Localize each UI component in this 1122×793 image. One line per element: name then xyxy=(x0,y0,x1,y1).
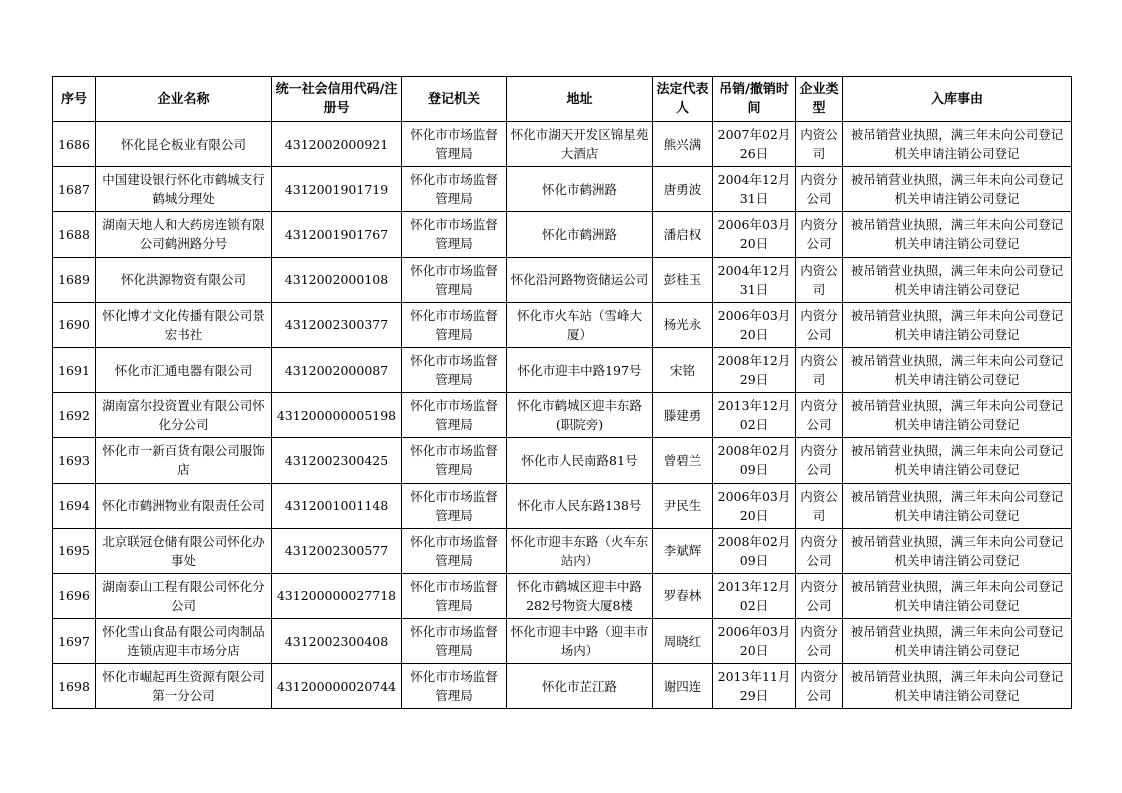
cell-registration-authority: 怀化市市场监督管理局 xyxy=(402,664,507,709)
cell-seq: 1686 xyxy=(53,122,96,167)
cell-company-name: 怀化昆仑板业有限公司 xyxy=(96,122,272,167)
cell-company-name: 怀化市鹤洲物业有限责任公司 xyxy=(96,483,272,528)
cell-credit-code: 4312002300577 xyxy=(272,528,402,573)
cell-company-name: 怀化市汇通电器有限公司 xyxy=(96,347,272,392)
cell-reason: 被吊销营业执照，满三年未向公司登记机关申请注销公司登记 xyxy=(843,122,1072,167)
table-header-row xyxy=(53,77,1072,122)
cell-reason: 被吊销营业执照，满三年未向公司登记机关申请注销公司登记 xyxy=(843,257,1072,302)
cell-legal-rep: 唐勇波 xyxy=(653,167,713,212)
cell-address: 怀化市鹤城区迎丰中路282号物资大厦8楼 xyxy=(507,573,653,618)
cell-legal-rep: 宋铭 xyxy=(653,347,713,392)
header-credit-code: 统一社会信用代码/注册号 xyxy=(272,77,402,122)
cell-registration-authority: 怀化市市场监督管理局 xyxy=(402,122,507,167)
table-row xyxy=(53,528,1072,573)
cell-company-type: 内资分公司 xyxy=(796,393,843,438)
cell-credit-code: 4312001001148 xyxy=(272,483,402,528)
cell-revoke-date: 2006年03月20日 xyxy=(713,483,796,528)
cell-company-type: 内资公司 xyxy=(796,122,843,167)
enterprise-table xyxy=(52,76,1072,709)
cell-address: 怀化沿河路物资储运公司 xyxy=(507,257,653,302)
table-row xyxy=(53,167,1072,212)
cell-registration-authority: 怀化市市场监督管理局 xyxy=(402,528,507,573)
cell-address: 怀化市鹤洲路 xyxy=(507,212,653,257)
header-registration-authority: 登记机关 xyxy=(402,77,507,122)
cell-address: 怀化市火车站（雪峰大厦） xyxy=(507,302,653,347)
header-seq: 序号 xyxy=(53,77,96,122)
table-row xyxy=(53,347,1072,392)
cell-seq: 1698 xyxy=(53,664,96,709)
cell-company-name: 怀化博才文化传播有限公司景宏书社 xyxy=(96,302,272,347)
cell-revoke-date: 2006年03月20日 xyxy=(713,212,796,257)
cell-reason: 被吊销营业执照，满三年未向公司登记机关申请注销公司登记 xyxy=(843,212,1072,257)
cell-company-type: 内资分公司 xyxy=(796,212,843,257)
header-company-type: 企业类型 xyxy=(796,77,843,122)
table-row xyxy=(53,483,1072,528)
table-row xyxy=(53,664,1072,709)
cell-revoke-date: 2013年11月29日 xyxy=(713,664,796,709)
cell-revoke-date: 2007年02月26日 xyxy=(713,122,796,167)
cell-address: 怀化市人民东路138号 xyxy=(507,483,653,528)
cell-credit-code: 4312002300377 xyxy=(272,302,402,347)
cell-address: 怀化市鹤城区迎丰东路(职院旁) xyxy=(507,393,653,438)
cell-credit-code: 4312002300425 xyxy=(272,438,402,483)
cell-company-type: 内资分公司 xyxy=(796,302,843,347)
cell-registration-authority: 怀化市市场监督管理局 xyxy=(402,483,507,528)
cell-legal-rep: 李斌辉 xyxy=(653,528,713,573)
cell-reason: 被吊销营业执照，满三年未向公司登记机关申请注销公司登记 xyxy=(843,619,1072,664)
cell-reason: 被吊销营业执照，满三年未向公司登记机关申请注销公司登记 xyxy=(843,664,1072,709)
cell-legal-rep: 曾碧兰 xyxy=(653,438,713,483)
cell-revoke-date: 2006年03月20日 xyxy=(713,619,796,664)
header-revoke-date: 吊销/撤销时间 xyxy=(713,77,796,122)
cell-reason: 被吊销营业执照，满三年未向公司登记机关申请注销公司登记 xyxy=(843,167,1072,212)
cell-seq: 1695 xyxy=(53,528,96,573)
cell-revoke-date: 2013年12月02日 xyxy=(713,393,796,438)
cell-legal-rep: 尹民生 xyxy=(653,483,713,528)
cell-reason: 被吊销营业执照，满三年未向公司登记机关申请注销公司登记 xyxy=(843,302,1072,347)
cell-company-type: 内资分公司 xyxy=(796,573,843,618)
cell-address: 怀化市迎丰中路197号 xyxy=(507,347,653,392)
cell-credit-code: 4312001901719 xyxy=(272,167,402,212)
cell-registration-authority: 怀化市市场监督管理局 xyxy=(402,212,507,257)
cell-address: 怀化市芷江路 xyxy=(507,664,653,709)
cell-registration-authority: 怀化市市场监督管理局 xyxy=(402,167,507,212)
cell-address: 怀化市鹤洲路 xyxy=(507,167,653,212)
cell-revoke-date: 2004年12月31日 xyxy=(713,257,796,302)
cell-revoke-date: 2004年12月31日 xyxy=(713,167,796,212)
cell-seq: 1693 xyxy=(53,438,96,483)
cell-address: 怀化市人民南路81号 xyxy=(507,438,653,483)
cell-reason: 被吊销营业执照，满三年未向公司登记机关申请注销公司登记 xyxy=(843,347,1072,392)
cell-legal-rep: 周晓红 xyxy=(653,619,713,664)
cell-legal-rep: 罗春林 xyxy=(653,573,713,618)
cell-seq: 1690 xyxy=(53,302,96,347)
cell-revoke-date: 2006年03月20日 xyxy=(713,302,796,347)
cell-company-name: 怀化市崛起再生资源有限公司第一分公司 xyxy=(96,664,272,709)
cell-credit-code: 4312002000087 xyxy=(272,347,402,392)
cell-address: 怀化市迎丰中路（迎丰市场内） xyxy=(507,619,653,664)
cell-reason: 被吊销营业执照，满三年未向公司登记机关申请注销公司登记 xyxy=(843,573,1072,618)
cell-legal-rep: 潘启权 xyxy=(653,212,713,257)
table-row xyxy=(53,302,1072,347)
cell-credit-code: 4312002300408 xyxy=(272,619,402,664)
cell-seq: 1696 xyxy=(53,573,96,618)
header-company-name: 企业名称 xyxy=(96,77,272,122)
cell-seq: 1689 xyxy=(53,257,96,302)
cell-seq: 1694 xyxy=(53,483,96,528)
cell-address: 怀化市湖天开发区锦星苑大酒店 xyxy=(507,122,653,167)
cell-legal-rep: 杨光永 xyxy=(653,302,713,347)
cell-reason: 被吊销营业执照，满三年未向公司登记机关申请注销公司登记 xyxy=(843,528,1072,573)
cell-registration-authority: 怀化市市场监督管理局 xyxy=(402,302,507,347)
cell-company-name: 湖南泰山工程有限公司怀化分公司 xyxy=(96,573,272,618)
table-row xyxy=(53,619,1072,664)
cell-registration-authority: 怀化市市场监督管理局 xyxy=(402,438,507,483)
cell-company-name: 怀化洪源物资有限公司 xyxy=(96,257,272,302)
cell-reason: 被吊销营业执照，满三年未向公司登记机关申请注销公司登记 xyxy=(843,483,1072,528)
cell-revoke-date: 2008年02月09日 xyxy=(713,438,796,483)
cell-legal-rep: 谢四连 xyxy=(653,664,713,709)
cell-company-type: 内资分公司 xyxy=(796,619,843,664)
cell-seq: 1697 xyxy=(53,619,96,664)
cell-legal-rep: 熊兴满 xyxy=(653,122,713,167)
cell-company-type: 内资分公司 xyxy=(796,528,843,573)
cell-company-type: 内资公司 xyxy=(796,347,843,392)
cell-credit-code: 4312002000108 xyxy=(272,257,402,302)
cell-revoke-date: 2008年12月29日 xyxy=(713,347,796,392)
cell-legal-rep: 滕建勇 xyxy=(653,393,713,438)
cell-seq: 1692 xyxy=(53,393,96,438)
table-row xyxy=(53,573,1072,618)
cell-revoke-date: 2013年12月02日 xyxy=(713,573,796,618)
table-row xyxy=(53,257,1072,302)
table-row xyxy=(53,122,1072,167)
cell-company-type: 内资分公司 xyxy=(796,438,843,483)
cell-registration-authority: 怀化市市场监督管理局 xyxy=(402,619,507,664)
cell-seq: 1687 xyxy=(53,167,96,212)
table-row xyxy=(53,393,1072,438)
cell-registration-authority: 怀化市市场监督管理局 xyxy=(402,573,507,618)
cell-registration-authority: 怀化市市场监督管理局 xyxy=(402,347,507,392)
cell-credit-code: 4312002000921 xyxy=(272,122,402,167)
cell-company-type: 内资公司 xyxy=(796,257,843,302)
cell-company-type: 内资分公司 xyxy=(796,167,843,212)
header-reason: 入库事由 xyxy=(843,77,1072,122)
cell-reason: 被吊销营业执照，满三年未向公司登记机关申请注销公司登记 xyxy=(843,393,1072,438)
cell-legal-rep: 彭桂玉 xyxy=(653,257,713,302)
cell-company-name: 怀化市一新百货有限公司服饰店 xyxy=(96,438,272,483)
cell-company-name: 湖南天地人和大药房连锁有限公司鹤洲路分号 xyxy=(96,212,272,257)
cell-company-name: 怀化雪山食品有限公司肉制品连锁店迎丰市场分店 xyxy=(96,619,272,664)
cell-registration-authority: 怀化市市场监督管理局 xyxy=(402,393,507,438)
header-legal-rep: 法定代表人 xyxy=(653,77,713,122)
cell-revoke-date: 2008年02月09日 xyxy=(713,528,796,573)
cell-address: 怀化市迎丰东路（火车东站内） xyxy=(507,528,653,573)
cell-company-type: 内资分公司 xyxy=(796,664,843,709)
cell-reason: 被吊销营业执照，满三年未向公司登记机关申请注销公司登记 xyxy=(843,438,1072,483)
cell-credit-code: 431200000005198 xyxy=(272,393,402,438)
cell-company-name: 中国建设银行怀化市鹤城支行鹤城分理处 xyxy=(96,167,272,212)
header-address: 地址 xyxy=(507,77,653,122)
cell-credit-code: 431200000020744 xyxy=(272,664,402,709)
cell-registration-authority: 怀化市市场监督管理局 xyxy=(402,257,507,302)
cell-company-name: 湖南富尔投资置业有限公司怀化分公司 xyxy=(96,393,272,438)
cell-company-type: 内资公司 xyxy=(796,483,843,528)
cell-credit-code: 4312001901767 xyxy=(272,212,402,257)
cell-company-name: 北京联冠仓储有限公司怀化办事处 xyxy=(96,528,272,573)
cell-credit-code: 431200000027718 xyxy=(272,573,402,618)
table-row xyxy=(53,212,1072,257)
cell-seq: 1688 xyxy=(53,212,96,257)
cell-seq: 1691 xyxy=(53,347,96,392)
table-row xyxy=(53,438,1072,483)
